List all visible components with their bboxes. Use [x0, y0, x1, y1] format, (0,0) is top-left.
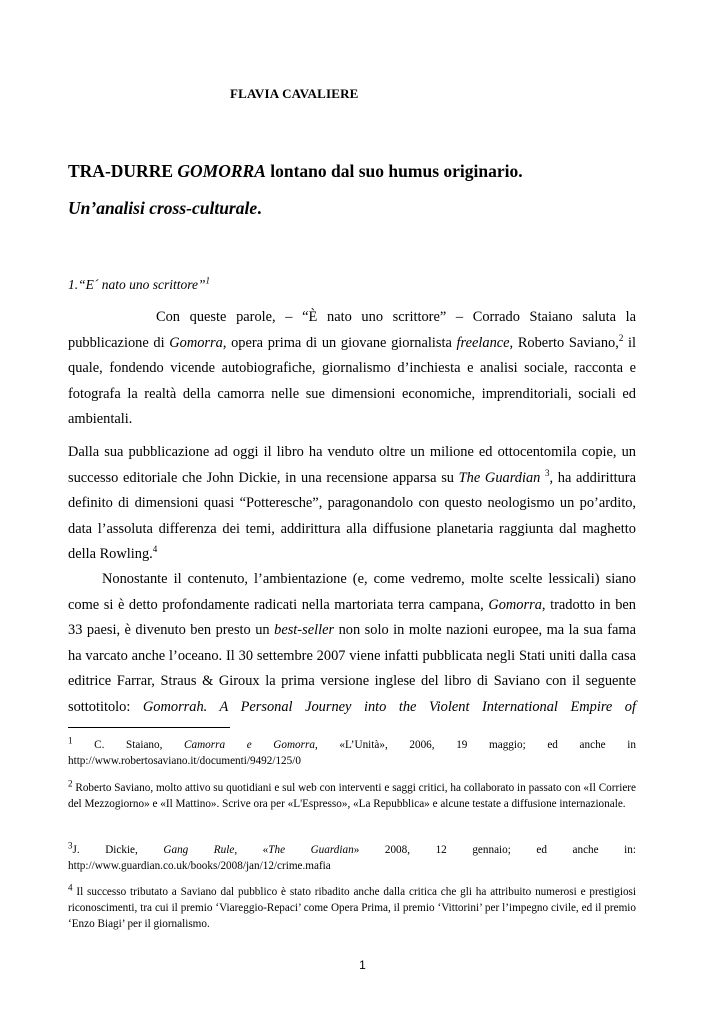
footnote-link[interactable]: http://www.guardian.co.uk/books/2008/jan/12/crime.mafia [68, 860, 331, 873]
text-run: Dalla sua pubblicazione ad oggi il libro ha venduto oltre un milione ed ottocentomila copie, un successo editoriale che John Dickie, in una recensione apparsa su [68, 444, 636, 486]
text-run: Nonostante il contenuto, l’ambientazione (e, come vedremo, molte scelte lessicali) siano come si è detto profondamente radicati nella martoriata terra campana, [68, 571, 636, 613]
text-run-italic: The Guardian [458, 469, 541, 486]
footnote-number: 3 [68, 840, 73, 851]
footnote-text: , « [234, 844, 269, 856]
page-number: 1 [359, 958, 366, 972]
footnote-4 [68, 884, 636, 933]
footnote-text-italic: The Guardian [268, 844, 354, 856]
text-run: , Roberto Saviano, [509, 334, 619, 351]
subtitle-period: . [257, 198, 262, 218]
footnote-text: » 2008, 12 gennaio; ed anche in: [353, 844, 636, 856]
footnote-ref[interactable]: 4 [152, 544, 158, 555]
text-run-italic: Gomorra [169, 334, 223, 351]
title-part: lontano dal suo humus originario. [265, 161, 523, 181]
footnote-3 [68, 842, 636, 874]
section-heading-text: 1.“E´ nato uno scrittore” [68, 277, 206, 292]
footnote-ref[interactable]: 3 [545, 467, 550, 478]
paragraph-1 [68, 305, 636, 433]
footnote-text-italic: Gang Rule [163, 844, 235, 856]
article-subtitle [68, 198, 262, 219]
text-run-italic: Gomorrah. A Personal Journey into the Violent International Empire of [142, 698, 636, 715]
footnote-text-italic: Camorra e Gomorra [184, 739, 315, 751]
footnote-number: 2 [68, 778, 73, 789]
title-part: TRA-DURRE [68, 161, 178, 181]
text-run-italic: best-seller [274, 622, 335, 639]
subtitle-text: Un’analisi cross-culturale [68, 198, 258, 218]
footnote-2 [68, 780, 636, 812]
footnote-text: Il successo tributato a Saviano dal pubblico è stato ribadito anche dalla critica che gli ha attribuito numerosi e prestigiosi riconoscimenti, tra cui il premio ‘Viareggio-Repaci’ come Opera Prima, il premio ‘Vittorini’ per l’impegno civile, ed il premio ‘Enzo Biagi’ per il giornalismo. [68, 886, 636, 931]
text-run-italic: freelance [456, 334, 510, 351]
title-book-name: GOMORRA [177, 161, 266, 181]
text-run-italic: Gomorra [488, 596, 542, 613]
text-run: , tradotto in ben 33 paesi, è divenuto ben presto un [68, 596, 637, 639]
text-run: Con queste parole, – “È nato uno scrittore” – Corrado Staiano saluta la pubblicazione di [68, 309, 636, 351]
footnote-ref[interactable]: 2 [618, 332, 624, 343]
text-run: , opera prima di un giovane giornalista [222, 334, 457, 351]
paragraph-2 [68, 440, 636, 568]
footnote-text: C. Staiano, [72, 739, 185, 751]
footnote-number: 1 [68, 735, 73, 746]
footnote-text: , «L’Unità», 2006, 19 maggio; ed anche in http://www.robertosaviano.it/documenti/9492/125/0 [68, 739, 636, 768]
text-run: non solo in molte nazioni europee, ma la sua fama ha varcato anche l’oceano. Il 30 settembre 2007 viene infatti pubblicata negli Stati uniti dalla casa editrice Farrar, Straus & Giroux la prima versione inglese del libro di Saviano con il seguente sottotitolo: [68, 622, 636, 715]
text-run: il quale, fondendo vicende autobiografiche, giornalismo d’inchiesta e analisi sociale, racconta e fotografa la realtà della camorra nelle sue dimensioni economiche, imprenditoriali, sociali ed ambientali. [68, 334, 636, 428]
footnote-text: J. Dickie, [72, 844, 164, 856]
footnote-text: Roberto Saviano, molto attivo su quotidiani e sul web con interventi e saggi critici, ha collaborato in passato con «Il Corriere del Mezzogiorno» e «Il Mattino». Scrive ora per «L'Espresso», «La Repubblica» e alcune testate a diffusione internazionale. [68, 782, 636, 811]
footnote-1 [68, 737, 636, 769]
section-heading [68, 277, 210, 293]
footnote-ref[interactable]: 1 [205, 275, 211, 286]
paragraph-3 [68, 567, 636, 721]
author-name: FLAVIA CAVALIERE [230, 86, 359, 101]
footnote-line [68, 842, 636, 858]
text-run: , ha addirittura definito di dimensioni quasi “Potteresche”, paragonandolo con questo neologismo un po’ardito, data l’assoluta differenza dei temi, addirittura alla diffusione planetaria raggiunta dal maghetto della Rowling. [68, 469, 636, 563]
footnote-separator [68, 727, 230, 728]
article-title [68, 161, 523, 182]
footnote-number: 4 [68, 882, 73, 893]
